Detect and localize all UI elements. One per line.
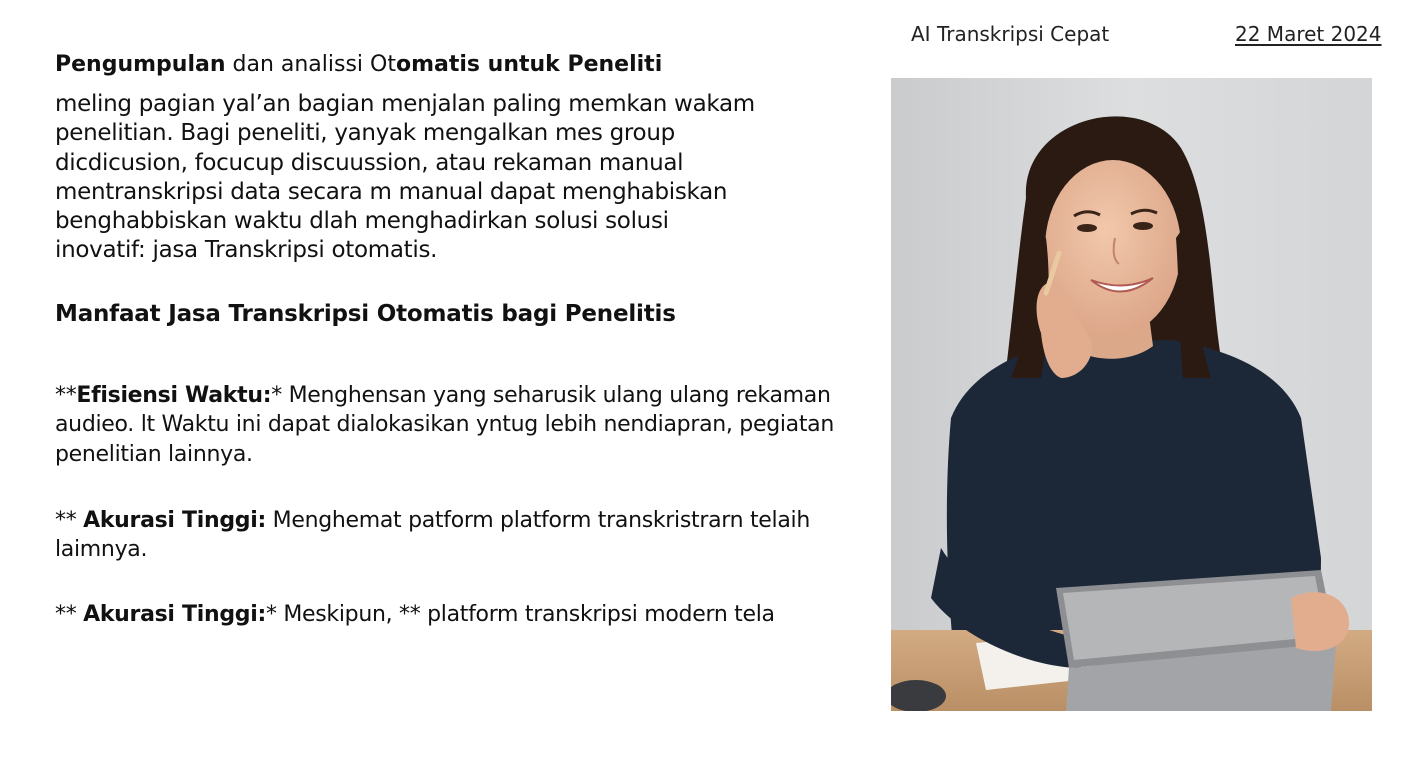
intro-line: dicdicusion, focucup discuussion, atau rekaman manual [55, 149, 684, 176]
benefit-title: Akurasi Tinggi: [83, 508, 266, 533]
intro-line: mentranskripsi data secara m manual dapat menghabiskan [55, 178, 728, 205]
intro-line: meling pagian yal’an bagian menjalan paling memkan wakam [55, 91, 755, 117]
woman-with-tablet-photo [891, 78, 1372, 711]
site-name: AI Transkripsi Cepat [911, 22, 1110, 46]
benefit-title: Efisiensi Waktu: [76, 383, 272, 408]
intro-line: penelitian. Bagi peneliti, yanyak mengalkan mes group [55, 120, 675, 147]
intro-line: benghabbiskan waktu dlah menghadirkan solusi solusi [55, 208, 669, 235]
article-title: Pengumpulan dan analissi Otomatis untuk Peneliti [55, 52, 663, 77]
intro-line: inovatif: jasa Transkripsi otomatis. [55, 237, 438, 264]
benefit-item-akurasi: ** Akurasi Tinggi: Menghemat patform platform transkristrarn telaih laimnya. [55, 508, 810, 563]
benefit-item-akurasi-2: ** Akurasi Tinggi:* Meskipun, ** platform transkripsi modern tela [55, 602, 775, 627]
intro-paragraph [55, 90, 755, 266]
publish-date: 22 Maret 2024 [1235, 22, 1382, 46]
benefit-item-efisiensi: **Efisiensi Waktu:* Menghensan yang seharusik ulang ulang rekaman audieo. lt Waktu ini dapat dialokasikan yntug lebih nendiapran, pegiatan penelitian lainnya. [55, 383, 835, 467]
section-heading: Manfaat Jasa Transkripsi Otomatis bagi Penelitis [55, 301, 676, 327]
benefit-title: Akurasi Tinggi: [83, 602, 266, 627]
